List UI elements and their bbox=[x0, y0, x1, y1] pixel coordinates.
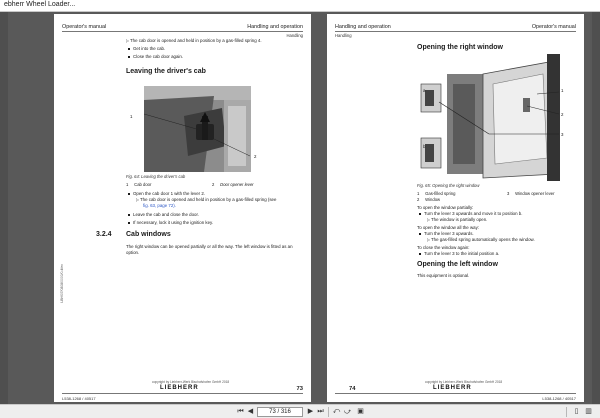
section-title: Opening the left window bbox=[417, 261, 498, 268]
figure-caption: Fig. 65: Opening the right window bbox=[417, 183, 480, 188]
footer-copyright: copyright by Liebherr-Werk Bischofshofen GmbH 2018 bbox=[425, 380, 503, 384]
result-line: ▷ The window is partially open. bbox=[427, 217, 488, 222]
bullet bbox=[419, 253, 421, 255]
result-line: ▷ The cab door is opened and held in position by a gas-filled spring 4. bbox=[126, 38, 262, 43]
step-line: Open the cab door 1 with the lever 2. bbox=[133, 191, 206, 196]
page-header-right: Handling and operation bbox=[247, 24, 303, 30]
bullet bbox=[128, 56, 130, 58]
page-number: 73 bbox=[296, 386, 303, 392]
bullet bbox=[128, 222, 130, 224]
figure-link[interactable]: fig. 63, page 72). bbox=[143, 203, 176, 208]
viewer-toolbar bbox=[0, 404, 600, 418]
toolbar-separator bbox=[566, 407, 567, 417]
paragraph: The right window can be opened partially or all the way. The left window is fitted as an option. bbox=[126, 244, 293, 255]
figure-tag-b: b bbox=[423, 144, 426, 149]
step-line: Get into the cab. bbox=[133, 46, 166, 51]
page-header-left: Operator's manual bbox=[62, 24, 107, 30]
liebherr-logo: LIEBHERR bbox=[160, 385, 199, 391]
figure-callout-1: 1 bbox=[561, 88, 564, 93]
step-line: Turn the lever 3 upwards and move it to position b. bbox=[424, 211, 523, 216]
document-viewer[interactable] bbox=[0, 12, 600, 404]
section-title: Opening the right window bbox=[417, 44, 503, 51]
page-subheader: Handling bbox=[286, 33, 303, 38]
bullet bbox=[128, 48, 130, 50]
result-line: ▷ The cab door is opened and held in position by a gas-filled spring (see bbox=[136, 197, 277, 202]
bullet bbox=[128, 214, 130, 216]
prev-page-button[interactable]: ◀ bbox=[247, 408, 254, 415]
page-subheader: Handling bbox=[335, 33, 352, 38]
legend-item-1: 1 Cab door bbox=[126, 182, 152, 187]
section-number: 3.2.4 bbox=[96, 231, 112, 238]
forward-icon[interactable]: ⤻ bbox=[343, 408, 352, 415]
section-title: Cab windows bbox=[126, 231, 171, 238]
figure-callout-2: 2 bbox=[254, 154, 257, 159]
figure-tag-a: a bbox=[423, 88, 426, 93]
paragraph: This equipment is optional. bbox=[417, 273, 470, 278]
window-titlebar bbox=[0, 0, 600, 12]
page-number: 74 bbox=[349, 386, 356, 392]
step-line: Close the cab door again. bbox=[133, 54, 184, 59]
section-title: Leaving the driver's cab bbox=[126, 68, 206, 75]
figure-callout-1: 1 bbox=[130, 114, 133, 119]
header-rule bbox=[335, 31, 576, 32]
bullet bbox=[419, 233, 421, 235]
page-73 bbox=[54, 14, 311, 402]
fit-page-icon[interactable]: ▣ bbox=[357, 408, 364, 415]
bullet bbox=[419, 213, 421, 215]
step-line: Turn the lever 3 upwards. bbox=[424, 231, 474, 236]
step-line: Turn the lever 3 to the initial position a. bbox=[424, 251, 500, 256]
footer-rule bbox=[335, 393, 576, 394]
page-74 bbox=[327, 14, 584, 402]
back-icon[interactable]: ⤺ bbox=[332, 408, 341, 415]
legend-item-2: 2 Door opener lever bbox=[212, 182, 254, 187]
toolbar-separator bbox=[328, 407, 329, 417]
footer-rule bbox=[62, 393, 303, 394]
instruction-heading: To open the window all the way: bbox=[417, 225, 479, 230]
last-page-button[interactable]: ⏭ bbox=[317, 408, 324, 415]
liebherr-logo: LIEBHERR bbox=[433, 385, 472, 391]
two-page-view-icon[interactable]: ▥ bbox=[585, 408, 592, 415]
step-line: Leave the cab and close the door. bbox=[133, 212, 199, 217]
instruction-heading: To close the window again: bbox=[417, 245, 470, 250]
figure-caption: Fig. 64: Leaving the driver's cab bbox=[126, 174, 186, 179]
figure-leaving-cab bbox=[144, 86, 251, 172]
bullet bbox=[128, 193, 130, 195]
footer-code: L538-1268 / 40517 bbox=[62, 396, 96, 401]
figure-callout-3: 3 bbox=[561, 132, 564, 137]
left-gutter bbox=[0, 12, 8, 404]
legend-item-1: 1 Gas-filled spring bbox=[417, 191, 456, 196]
legend-item-3: 3 Window opener lever bbox=[507, 191, 555, 196]
legend-item-2: 2 Window bbox=[417, 197, 441, 202]
footer-copyright: copyright by Liebherr-Werk Bischofshofen GmbH 2018 bbox=[152, 380, 230, 384]
figure-right-window bbox=[417, 54, 560, 181]
footer-code: L538-1268 / 40517 bbox=[542, 396, 576, 401]
result-line: ▷ The gas-filled spring automatically opens the window. bbox=[427, 237, 535, 242]
instruction-heading: To open the window partially: bbox=[417, 205, 474, 210]
next-page-button[interactable]: ▶ bbox=[307, 408, 314, 415]
right-scrollbar[interactable] bbox=[592, 12, 600, 404]
page-header-left: Handling and operation bbox=[335, 24, 391, 30]
figure-callout-2: 2 bbox=[561, 112, 564, 117]
page-number-input[interactable]: 73 / 316 bbox=[257, 407, 303, 417]
step-line: If necessary, lock it using the ignition key. bbox=[133, 220, 214, 225]
first-page-button[interactable]: ⏮ bbox=[237, 408, 244, 415]
window-title: ebherr Wheel Loader... bbox=[4, 1, 76, 8]
side-code: LBH/07/0808/0000/0.4/en bbox=[60, 264, 64, 303]
page-header-right: Operator's manual bbox=[531, 24, 576, 30]
header-rule bbox=[62, 31, 303, 32]
single-page-view-icon[interactable]: ▯ bbox=[574, 408, 579, 415]
